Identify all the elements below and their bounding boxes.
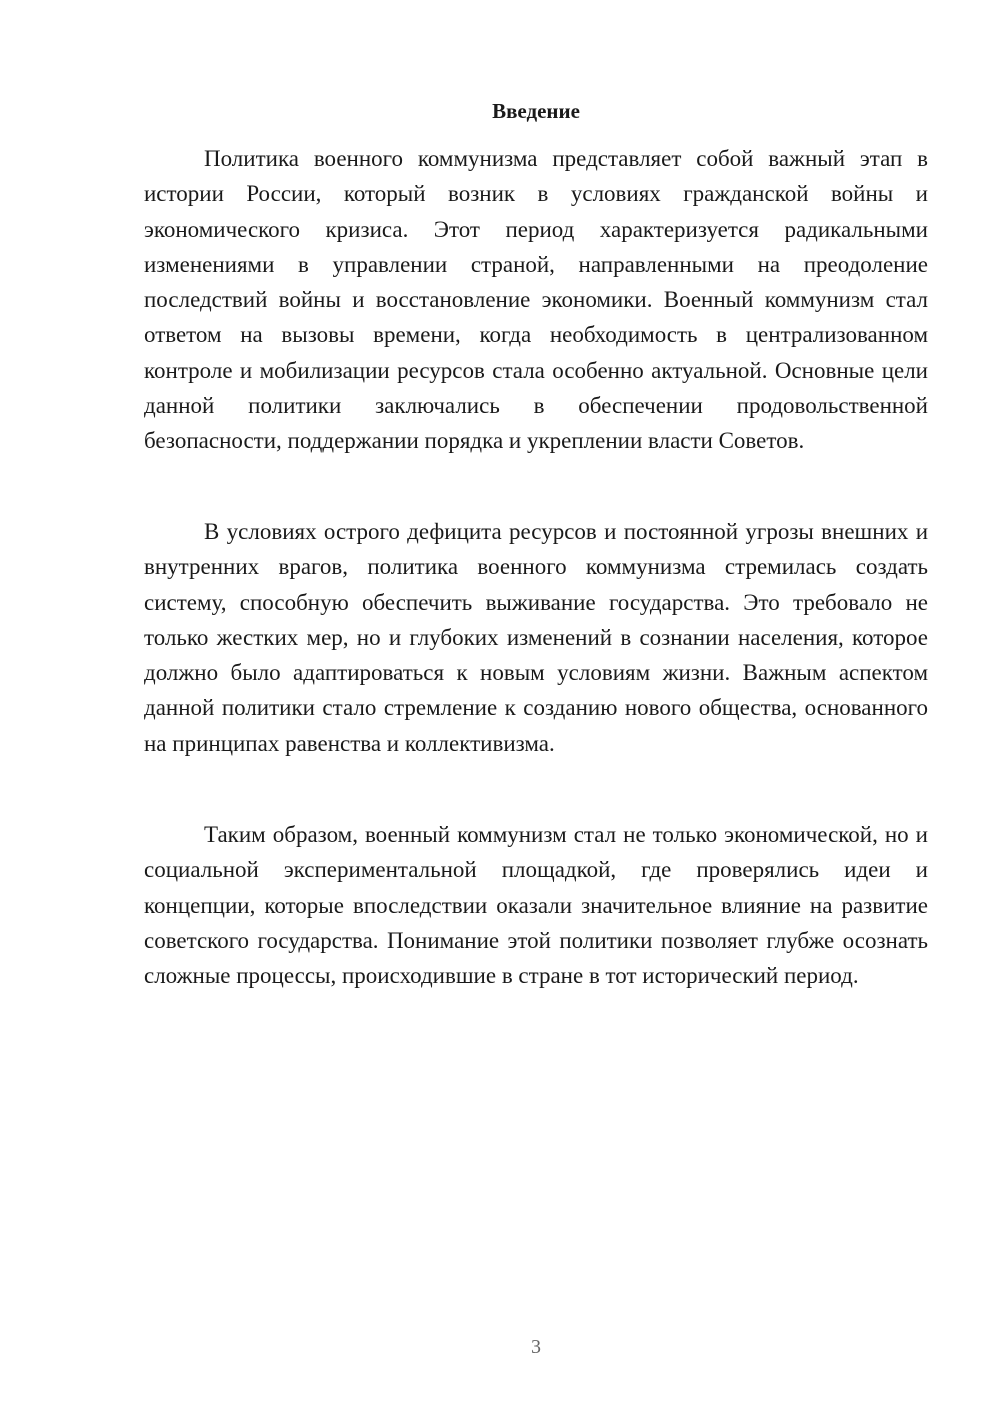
paragraph-1: Политика военного коммунизма представляет собой важный этап в истории России, который возник в условиях гражданской войны и экономического кризиса. Этот период характеризуется радикальными изменениями в управлении страной, направленными на преодоление последствий войны и восстановление экономики. Военный коммунизм стал ответом на вызовы времени, когда необходимость в централизованном контроле и мобилизации ресурсов стала особенно актуальной. Основные цели данной политики заключались в обеспечении продовольственной безопасности, поддержании порядка и укреплении власти Советов. [144,146,928,454]
paragraph-3: Таким образом, военный коммунизм стал не только экономической, но и социальной экспериментальной площадкой, где проверялись идеи и концепции, которые впоследствии оказали значительное влияние на развитие советского государства. Понимание этой политики позволяет глубже осознать сложные процессы, происходившие в стране в тот исторический период. [144,822,928,989]
page-number: 3 [531,1336,541,1358]
paragraph-2: В условиях острого дефицита ресурсов и постоянной угрозы внешних и внутренних врагов, политика военного коммунизма стремилась создать систему, способную обеспечить выживание государства. Это требовало не только жестких мер, но и глубоких изменений в сознании населения, которое должно было адаптироваться к новым условиям жизни. Важным аспектом данной политики стало стремление к созданию нового общества, основанного на принципах равенства и коллективизма. [144,519,928,756]
document-page [144,0,928,1414]
section-heading: Введение [492,99,580,123]
